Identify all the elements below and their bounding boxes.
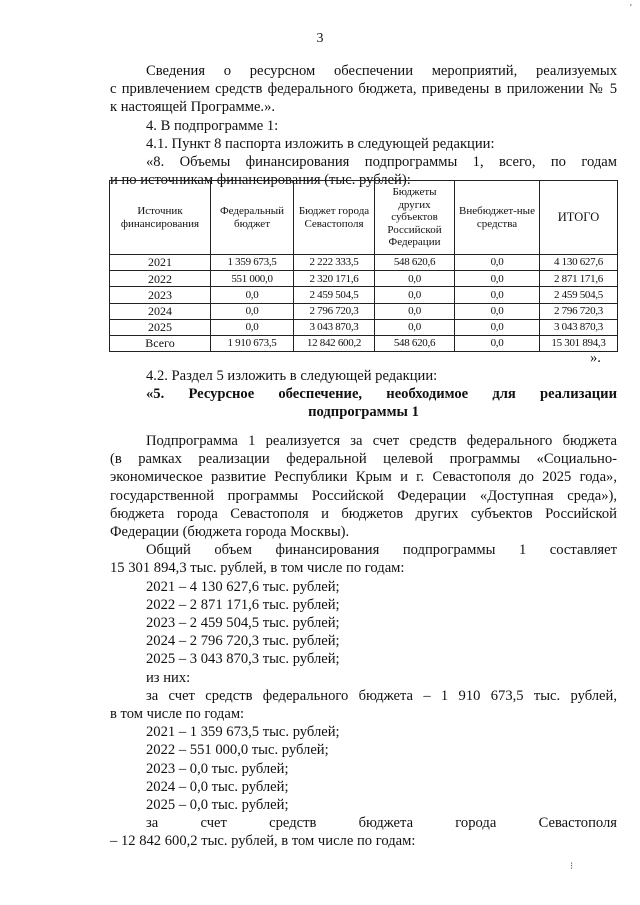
sevastopol-line: – 12 842 600,2 тыс. рублей, в том числе по годам: xyxy=(110,833,416,850)
intro-line: к настоящей Программе.». xyxy=(110,99,276,116)
table-cell: 2025 xyxy=(110,319,211,335)
total-year-item: 2023 – 2 459 504,5 тыс. рублей; xyxy=(146,615,340,632)
table-cell: 0,0 xyxy=(211,319,294,335)
table-cell: 0,0 xyxy=(375,303,455,319)
paragraph-line: Федерации (бюджета города Москвы). xyxy=(110,524,350,541)
table-cell: Всего xyxy=(110,335,211,351)
item-4-1: 4.1. Пункт 8 паспорта изложить в следующей редакции: xyxy=(146,135,495,152)
section-5-title-line: подпрограммы 1 xyxy=(308,404,419,421)
paragraph-line: Подпрограмма 1 реализуется за счет средств федерального бюджета xyxy=(146,433,617,449)
table-header: Бюджеты других субъектов Российской Федерации xyxy=(375,181,455,255)
total-year-item: 2021 – 4 130 627,6 тыс. рублей; xyxy=(146,578,340,595)
table-cell: 2021 xyxy=(110,255,211,271)
table-row xyxy=(110,255,618,271)
table-cell: 0,0 xyxy=(375,319,455,335)
table-row xyxy=(110,319,618,335)
table-header: Источник финансирования xyxy=(110,181,211,255)
intro-paragraph xyxy=(110,62,617,189)
item-4-2: 4.2. Раздел 5 изложить в следующей редакции: xyxy=(146,368,438,384)
paragraph-line: экономическое развитие Республики Крым и г. Севастополя до 2025 года», xyxy=(110,469,617,486)
table-header: Федеральный бюджет xyxy=(211,181,294,255)
table-cell: 1 910 673,5 xyxy=(211,335,294,351)
table-cell: 0,0 xyxy=(375,271,455,287)
federal-year-item: 2024 – 0,0 тыс. рублей; xyxy=(146,778,289,795)
section-5-title-line: «5. Ресурсное обеспечение, необходимое для реализации xyxy=(146,386,617,403)
table-cell: 3 043 870,3 xyxy=(294,319,375,335)
table-cell: 3 043 870,3 xyxy=(540,319,618,335)
table-cell: 0,0 xyxy=(455,287,540,303)
intro-line: Сведения о ресурсном обеспечении мероприятий, реализуемых xyxy=(146,63,617,79)
financing-table xyxy=(109,180,618,352)
table-closing-quote: ». xyxy=(590,350,601,366)
of-them-label: из них: xyxy=(146,669,191,686)
table-cell: 0,0 xyxy=(455,303,540,319)
page-number: 3 xyxy=(316,31,324,46)
table-cell: 1 359 673,5 xyxy=(211,255,294,271)
federal-line: за счет средств федерального бюджета – 1 910 673,5 тыс. рублей, xyxy=(146,687,617,704)
table-cell: 2 459 504,5 xyxy=(294,287,375,303)
table-cell: 0,0 xyxy=(455,255,540,271)
federal-year-item: 2025 – 0,0 тыс. рублей; xyxy=(146,797,289,814)
federal-year-item: 2023 – 0,0 тыс. рублей; xyxy=(146,760,289,777)
table-cell: 0,0 xyxy=(211,287,294,303)
table-cell: 0,0 xyxy=(455,319,540,335)
table-cell: 2024 xyxy=(110,303,211,319)
total-line: Общий объем финансирования подпрограммы 1 составляет xyxy=(146,542,617,559)
table-row-total xyxy=(110,335,618,351)
federal-year-item: 2021 – 1 359 673,5 тыс. рублей; xyxy=(146,724,340,741)
section-5-block xyxy=(110,367,617,422)
table-cell: 548 620,6 xyxy=(375,335,455,351)
table-cell: 2 796 720,3 xyxy=(540,303,618,319)
paragraph-line: бюджета города Севастополя и бюджетов других субъектов Российской xyxy=(110,505,617,522)
sevastopol-line: за счет средств бюджета города Севастополя xyxy=(146,815,617,832)
intro-line: с привлечением средств федерального бюджета, приведены в приложении № 5 xyxy=(110,81,617,98)
table-cell: 2 320 171,6 xyxy=(294,271,375,287)
table-header: Внебюджет-ные средства xyxy=(455,181,540,255)
paragraph-line: государственной программы Российской Федерации «Доступная среда»), xyxy=(110,487,617,504)
item-4: 4. В подпрограмме 1: xyxy=(146,117,279,134)
subprogram-paragraph xyxy=(110,432,617,851)
table-cell: 548 620,6 xyxy=(375,255,455,271)
table-cell: 2 796 720,3 xyxy=(294,303,375,319)
table-cell: 0,0 xyxy=(455,271,540,287)
total-line: 15 301 894,3 тыс. рублей, в том числе по годам: xyxy=(110,560,405,577)
table-cell: 2 871 171,6 xyxy=(540,271,618,287)
paragraph-line: (в рамках реализации федеральной целевой программы «Социально- xyxy=(110,451,617,468)
total-year-item: 2022 – 2 871 171,6 тыс. рублей; xyxy=(146,596,340,613)
scan-speck: ⁝ xyxy=(570,861,574,872)
scan-speck: ' xyxy=(630,3,632,14)
item-8-line: и по источникам финансирования (тыс. рублей): xyxy=(110,172,411,189)
table-cell: 15 301 894,3 xyxy=(540,335,618,351)
table-row xyxy=(110,271,618,287)
table-cell: 0,0 xyxy=(211,303,294,319)
table-row xyxy=(110,303,618,319)
table-cell: 2 459 504,5 xyxy=(540,287,618,303)
table-cell: 12 842 600,2 xyxy=(294,335,375,351)
federal-line: в том числе по годам: xyxy=(110,706,245,723)
table-header-row xyxy=(110,181,618,255)
table-cell: 0,0 xyxy=(455,335,540,351)
total-year-item: 2024 – 2 796 720,3 тыс. рублей; xyxy=(146,633,340,650)
item-8-line: «8. Объемы финансирования подпрограммы 1, всего, по годам xyxy=(146,154,617,171)
table-cell: 2022 xyxy=(110,271,211,287)
table-header: Бюджет города Севастополя xyxy=(294,181,375,255)
total-year-item: 2025 – 3 043 870,3 тыс. рублей; xyxy=(146,651,340,668)
table-header: ИТОГО xyxy=(540,181,618,255)
table-cell: 2 222 333,5 xyxy=(294,255,375,271)
table-row xyxy=(110,287,618,303)
table-cell: 4 130 627,6 xyxy=(540,255,618,271)
table-cell: 2023 xyxy=(110,287,211,303)
table-cell: 551 000,0 xyxy=(211,271,294,287)
federal-year-item: 2022 – 551 000,0 тыс. рублей; xyxy=(146,742,329,759)
table-cell: 0,0 xyxy=(375,287,455,303)
